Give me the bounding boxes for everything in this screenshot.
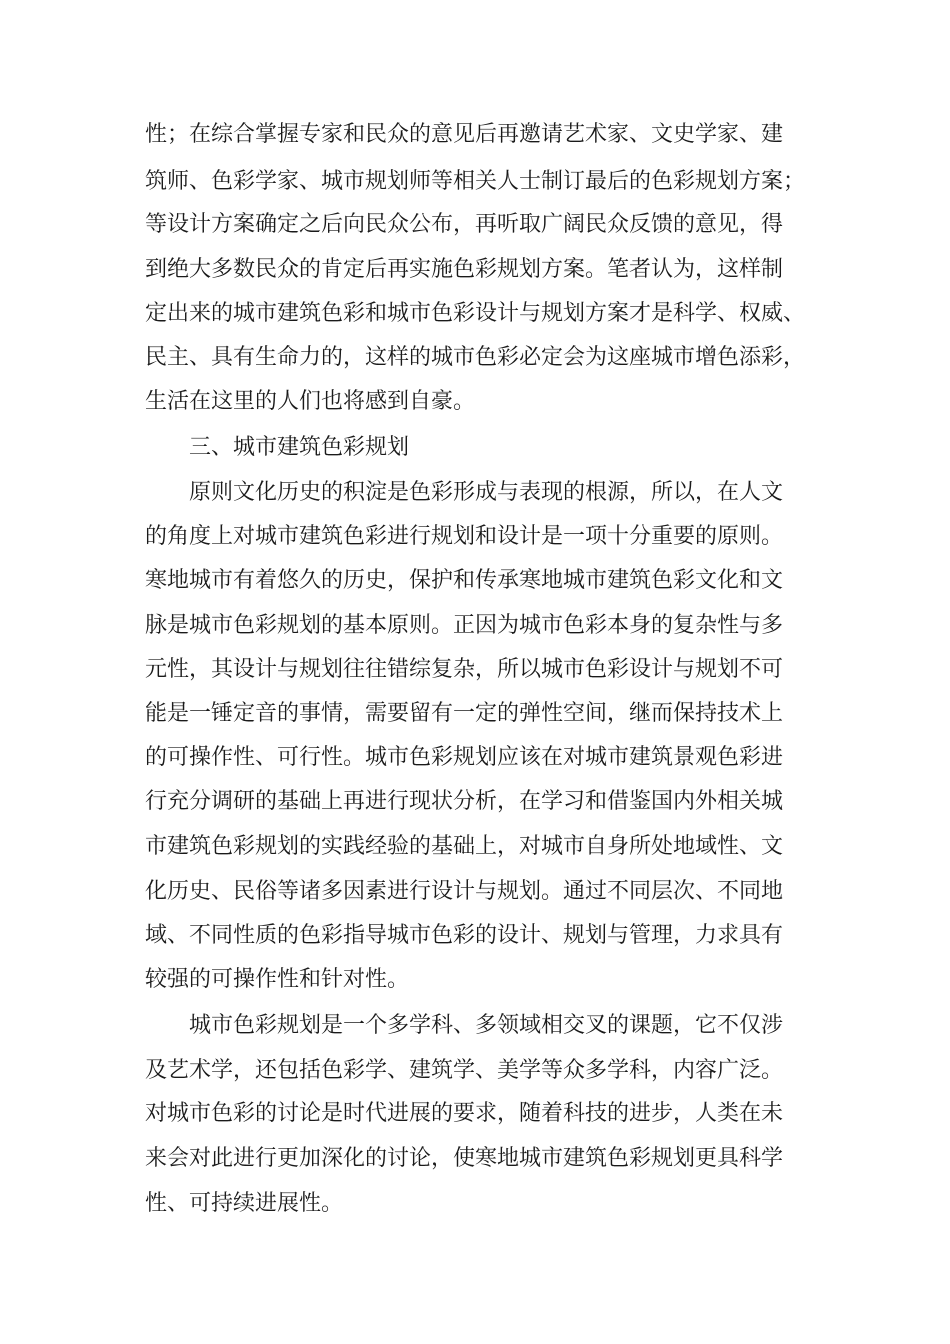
paragraph-1-line-5: 定出来的城市建筑色彩和城市色彩设计与规划方案才是科学、权威、 — [145, 301, 806, 326]
paragraph-2-line-7: 的可操作性、可行性。城市色彩规划应该在对城市建筑景观色彩进 — [145, 745, 784, 770]
paragraph-2-line-5: 元性，其设计与规划往往错综复杂，所以城市色彩设计与规划不可 — [145, 657, 784, 682]
paragraph-2-line-6: 能是一锤定音的事情，需要留有一定的弹性空间，继而保持技术上 — [145, 701, 784, 726]
paragraph-2-line-3: 寒地城市有着悠久的历史，保护和传承寒地城市建筑色彩文化和文 — [145, 568, 784, 593]
paragraph-3-line-2: 及艺术学，还包括色彩学、建筑学、美学等众多学科，内容广泛。 — [145, 1058, 784, 1083]
paragraph-2-line-4: 脉是城市色彩规划的基本原则。正因为城市色彩本身的复杂性与多 — [145, 613, 784, 638]
paragraph-2-line-10: 化历史、民俗等诸多因素进行设计与规划。通过不同层次、不同地 — [145, 879, 784, 904]
paragraph-2-line-11: 域、不同性质的色彩指导城市色彩的设计、规划与管理，力求具有 — [145, 923, 784, 948]
paragraph-2-line-8: 行充分调研的基础上再进行现状分析，在学习和借鉴国内外相关城 — [145, 789, 784, 814]
paragraph-3-line-4: 来会对此进行更加深化的讨论，使寒地城市建筑色彩规划更具科学 — [145, 1146, 784, 1171]
section-heading: 三、城市建筑色彩规划 — [189, 435, 410, 460]
paragraph-1-line-1: 性；在综合掌握专家和民众的意见后再邀请艺术家、文史学家、建 — [145, 122, 784, 147]
paragraph-1-line-7: 生活在这里的人们也将感到自豪。 — [145, 389, 476, 414]
paragraph-2-line-9: 市建筑色彩规划的实践经验的基础上，对城市自身所处地域性、文 — [145, 834, 784, 859]
paragraph-2-line-2: 的角度上对城市建筑色彩进行规划和设计是一项十分重要的原则。 — [145, 524, 784, 549]
paragraph-3-line-5: 性、可持续进展性。 — [145, 1191, 344, 1216]
paragraph-3-line-3: 对城市色彩的讨论是时代进展的要求，随着科技的进步，人类在未 — [145, 1101, 784, 1126]
paragraph-1-line-6: 民主、具有生命力的，这样的城市色彩必定会为这座城市增色添彩， — [145, 345, 806, 370]
paragraph-1-line-3: 等设计方案确定之后向民众公布，再听取广阔民众反馈的意见，得 — [145, 212, 784, 237]
paragraph-1-line-4: 到绝大多数民众的肯定后再实施色彩规划方案。笔者认为，这样制 — [145, 257, 784, 282]
paragraph-3-line-1: 城市色彩规划是一个多学科、多领域相交叉的课题，它不仅涉 — [189, 1013, 784, 1038]
paragraph-1-line-2: 筑师、色彩学家、城市规划师等相关人士制订最后的色彩规划方案； — [145, 169, 806, 194]
paragraph-2-line-1: 原则文化历史的积淀是色彩形成与表现的根源，所以，在人文 — [189, 480, 784, 505]
paragraph-2-line-12: 较强的可操作性和针对性。 — [145, 967, 410, 992]
